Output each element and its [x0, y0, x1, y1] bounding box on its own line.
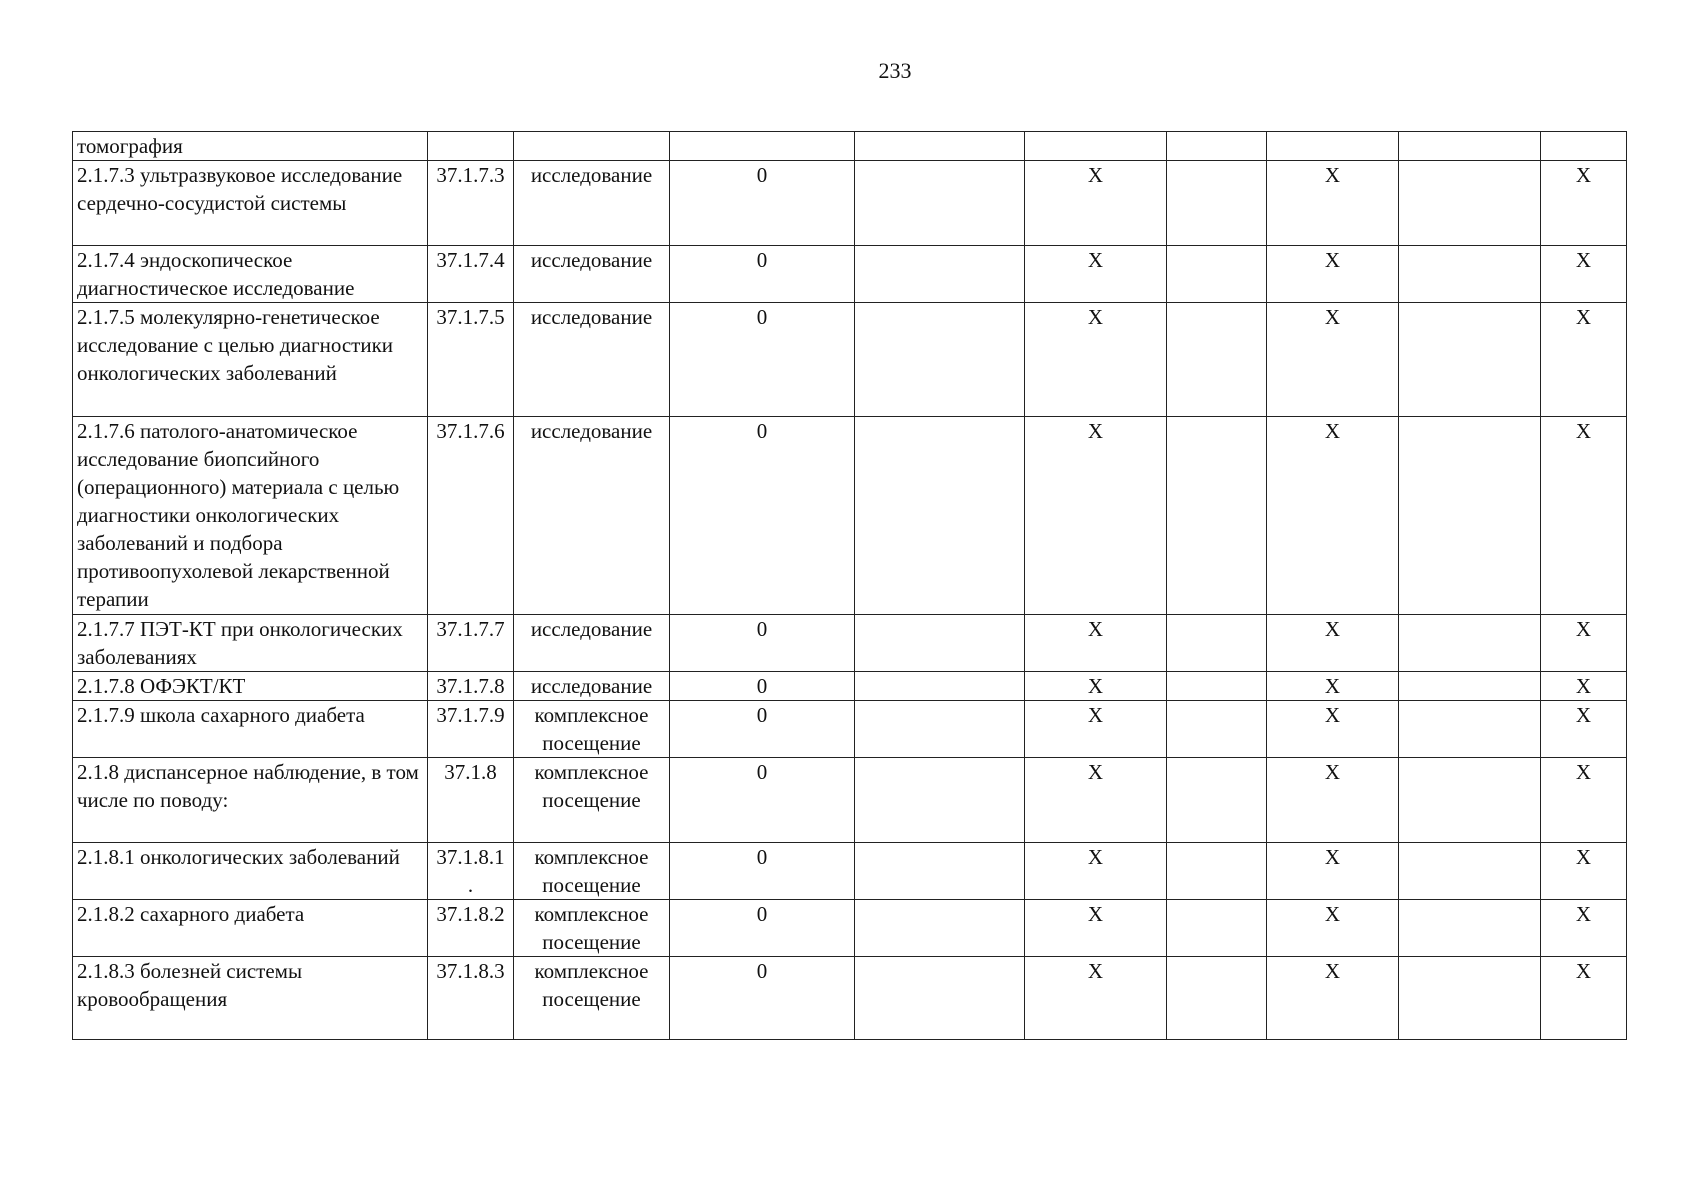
- empty-cell: [1167, 672, 1267, 701]
- x-mark-cell: X: [1267, 161, 1399, 246]
- value-cell: 0: [670, 161, 855, 246]
- empty-cell: [1399, 701, 1541, 758]
- unit-cell: исследование: [514, 417, 670, 615]
- service-name-cell: 2.1.7.7 ПЭТ-КТ при онкологических заболеваниях: [73, 615, 428, 672]
- x-mark-cell: X: [1541, 672, 1627, 701]
- code-cell: 37.1.8.2: [428, 900, 514, 957]
- service-name-cell: 2.1.8.2 сахарного диабета: [73, 900, 428, 957]
- empty-cell: [1167, 758, 1267, 843]
- empty-cell: [1167, 900, 1267, 957]
- service-name-cell: 2.1.8.1 онкологических заболеваний: [73, 843, 428, 900]
- empty-cell: [855, 701, 1025, 758]
- service-name-cell: 2.1.7.6 патолого-анатомическое исследование биопсийного (операционного) материала с целью диагностики онкологических заболеваний и подбора противоопухолевой лекарственной терапии: [73, 417, 428, 615]
- empty-cell: [855, 672, 1025, 701]
- table-row: [73, 672, 1627, 701]
- code-cell: 37.1.7.3: [428, 161, 514, 246]
- empty-cell: [1167, 701, 1267, 758]
- x-mark-cell: X: [1025, 957, 1167, 1040]
- code-cell: 37.1.8: [428, 758, 514, 843]
- empty-cell: [855, 246, 1025, 303]
- x-mark-cell: X: [1267, 417, 1399, 615]
- empty-cell: [1167, 132, 1267, 161]
- empty-cell: [1399, 672, 1541, 701]
- empty-cell: [855, 957, 1025, 1040]
- empty-cell: [1167, 843, 1267, 900]
- unit-cell: исследование: [514, 246, 670, 303]
- x-mark-cell: X: [1541, 701, 1627, 758]
- table-row: [73, 417, 1627, 615]
- table-row: [73, 758, 1627, 843]
- x-mark-cell: X: [1541, 900, 1627, 957]
- x-mark-cell: X: [1267, 701, 1399, 758]
- value-cell: 0: [670, 758, 855, 843]
- unit-cell: комплексное посещение: [514, 957, 670, 1040]
- empty-cell: [855, 843, 1025, 900]
- empty-cell: [855, 417, 1025, 615]
- unit-cell: исследование: [514, 303, 670, 417]
- x-mark-cell: X: [1541, 957, 1627, 1040]
- value-cell: 0: [670, 900, 855, 957]
- x-mark-cell: X: [1025, 843, 1167, 900]
- empty-cell: [1399, 843, 1541, 900]
- service-name-cell: томография: [73, 132, 428, 161]
- service-name-cell: 2.1.7.8 ОФЭКТ/КТ: [73, 672, 428, 701]
- unit-cell: комплексное посещение: [514, 843, 670, 900]
- code-cell: 37.1.7.6: [428, 417, 514, 615]
- empty-cell: [855, 758, 1025, 843]
- service-name-cell: 2.1.8.3 болезней системы кровообращения: [73, 957, 428, 1040]
- table-row: [73, 246, 1627, 303]
- table-row: [73, 303, 1627, 417]
- empty-cell: [1399, 303, 1541, 417]
- table-row: [73, 615, 1627, 672]
- empty-cell: [855, 303, 1025, 417]
- service-name-cell: 2.1.7.5 молекулярно-генетическое исследование с целью диагностики онкологических заболеваний: [73, 303, 428, 417]
- table-row: [73, 900, 1627, 957]
- empty-cell: [1399, 900, 1541, 957]
- table-row: [73, 957, 1627, 1040]
- x-mark-cell: X: [1267, 843, 1399, 900]
- empty-cell: [1399, 246, 1541, 303]
- x-mark-cell: X: [1267, 246, 1399, 303]
- x-mark-cell: X: [1025, 417, 1167, 615]
- x-mark-cell: X: [1025, 246, 1167, 303]
- empty-cell: [1167, 417, 1267, 615]
- table-row: [73, 161, 1627, 246]
- x-mark-cell: X: [1025, 672, 1167, 701]
- code-cell: 37.1.8.3: [428, 957, 514, 1040]
- x-mark-cell: X: [1025, 615, 1167, 672]
- x-mark-cell: X: [1025, 900, 1167, 957]
- table-row: [73, 843, 1627, 900]
- table-row: [73, 132, 1627, 161]
- x-mark-cell: X: [1025, 758, 1167, 843]
- service-name-cell: 2.1.8 диспансерное наблюдение, в том числе по поводу:: [73, 758, 428, 843]
- service-name-cell: 2.1.7.3 ультразвуковое исследование сердечно-сосудистой системы: [73, 161, 428, 246]
- x-mark-cell: X: [1267, 615, 1399, 672]
- service-name-cell: 2.1.7.4 эндоскопическое диагностическое исследование: [73, 246, 428, 303]
- empty-cell: [1167, 161, 1267, 246]
- value-cell: 0: [670, 615, 855, 672]
- x-mark-cell: X: [1541, 758, 1627, 843]
- empty-cell: [1399, 161, 1541, 246]
- empty-cell: [1399, 758, 1541, 843]
- empty-cell: [1167, 246, 1267, 303]
- x-mark-cell: X: [1267, 900, 1399, 957]
- x-mark-cell: [1541, 132, 1627, 161]
- empty-cell: [855, 161, 1025, 246]
- services-table: [72, 131, 1627, 1040]
- x-mark-cell: X: [1267, 957, 1399, 1040]
- x-mark-cell: X: [1541, 615, 1627, 672]
- value-cell: [670, 132, 855, 161]
- code-cell: 37.1.7.8: [428, 672, 514, 701]
- x-mark-cell: X: [1541, 246, 1627, 303]
- value-cell: 0: [670, 957, 855, 1040]
- empty-cell: [855, 615, 1025, 672]
- empty-cell: [855, 132, 1025, 161]
- x-mark-cell: X: [1025, 303, 1167, 417]
- empty-cell: [1167, 303, 1267, 417]
- x-mark-cell: X: [1541, 303, 1627, 417]
- x-mark-cell: X: [1267, 672, 1399, 701]
- empty-cell: [855, 900, 1025, 957]
- x-mark-cell: [1267, 132, 1399, 161]
- code-cell: 37.1.7.9: [428, 701, 514, 758]
- x-mark-cell: X: [1541, 417, 1627, 615]
- empty-cell: [1167, 957, 1267, 1040]
- service-name-cell: 2.1.7.9 школа сахарного диабета: [73, 701, 428, 758]
- unit-cell: исследование: [514, 615, 670, 672]
- value-cell: 0: [670, 303, 855, 417]
- code-cell: 37.1.7.4: [428, 246, 514, 303]
- value-cell: 0: [670, 417, 855, 615]
- unit-cell: исследование: [514, 672, 670, 701]
- page-number: 233: [878, 58, 912, 83]
- x-mark-cell: X: [1267, 758, 1399, 843]
- value-cell: 0: [670, 701, 855, 758]
- x-mark-cell: X: [1541, 161, 1627, 246]
- x-mark-cell: X: [1025, 161, 1167, 246]
- unit-cell: комплексное посещение: [514, 900, 670, 957]
- empty-cell: [1399, 615, 1541, 672]
- code-cell: 37.1.7.7: [428, 615, 514, 672]
- value-cell: 0: [670, 843, 855, 900]
- table-row: [73, 701, 1627, 758]
- value-cell: 0: [670, 246, 855, 303]
- code-cell: 37.1.7.5: [428, 303, 514, 417]
- unit-cell: комплексное посещение: [514, 701, 670, 758]
- empty-cell: [1399, 957, 1541, 1040]
- empty-cell: [1399, 132, 1541, 161]
- empty-cell: [1399, 417, 1541, 615]
- code-cell: [428, 132, 514, 161]
- unit-cell: исследование: [514, 161, 670, 246]
- code-cell: 37.1.8.1 .: [428, 843, 514, 900]
- x-mark-cell: [1025, 132, 1167, 161]
- x-mark-cell: X: [1541, 843, 1627, 900]
- value-cell: 0: [670, 672, 855, 701]
- x-mark-cell: X: [1025, 701, 1167, 758]
- unit-cell: [514, 132, 670, 161]
- empty-cell: [1167, 615, 1267, 672]
- x-mark-cell: X: [1267, 303, 1399, 417]
- unit-cell: комплексное посещение: [514, 758, 670, 843]
